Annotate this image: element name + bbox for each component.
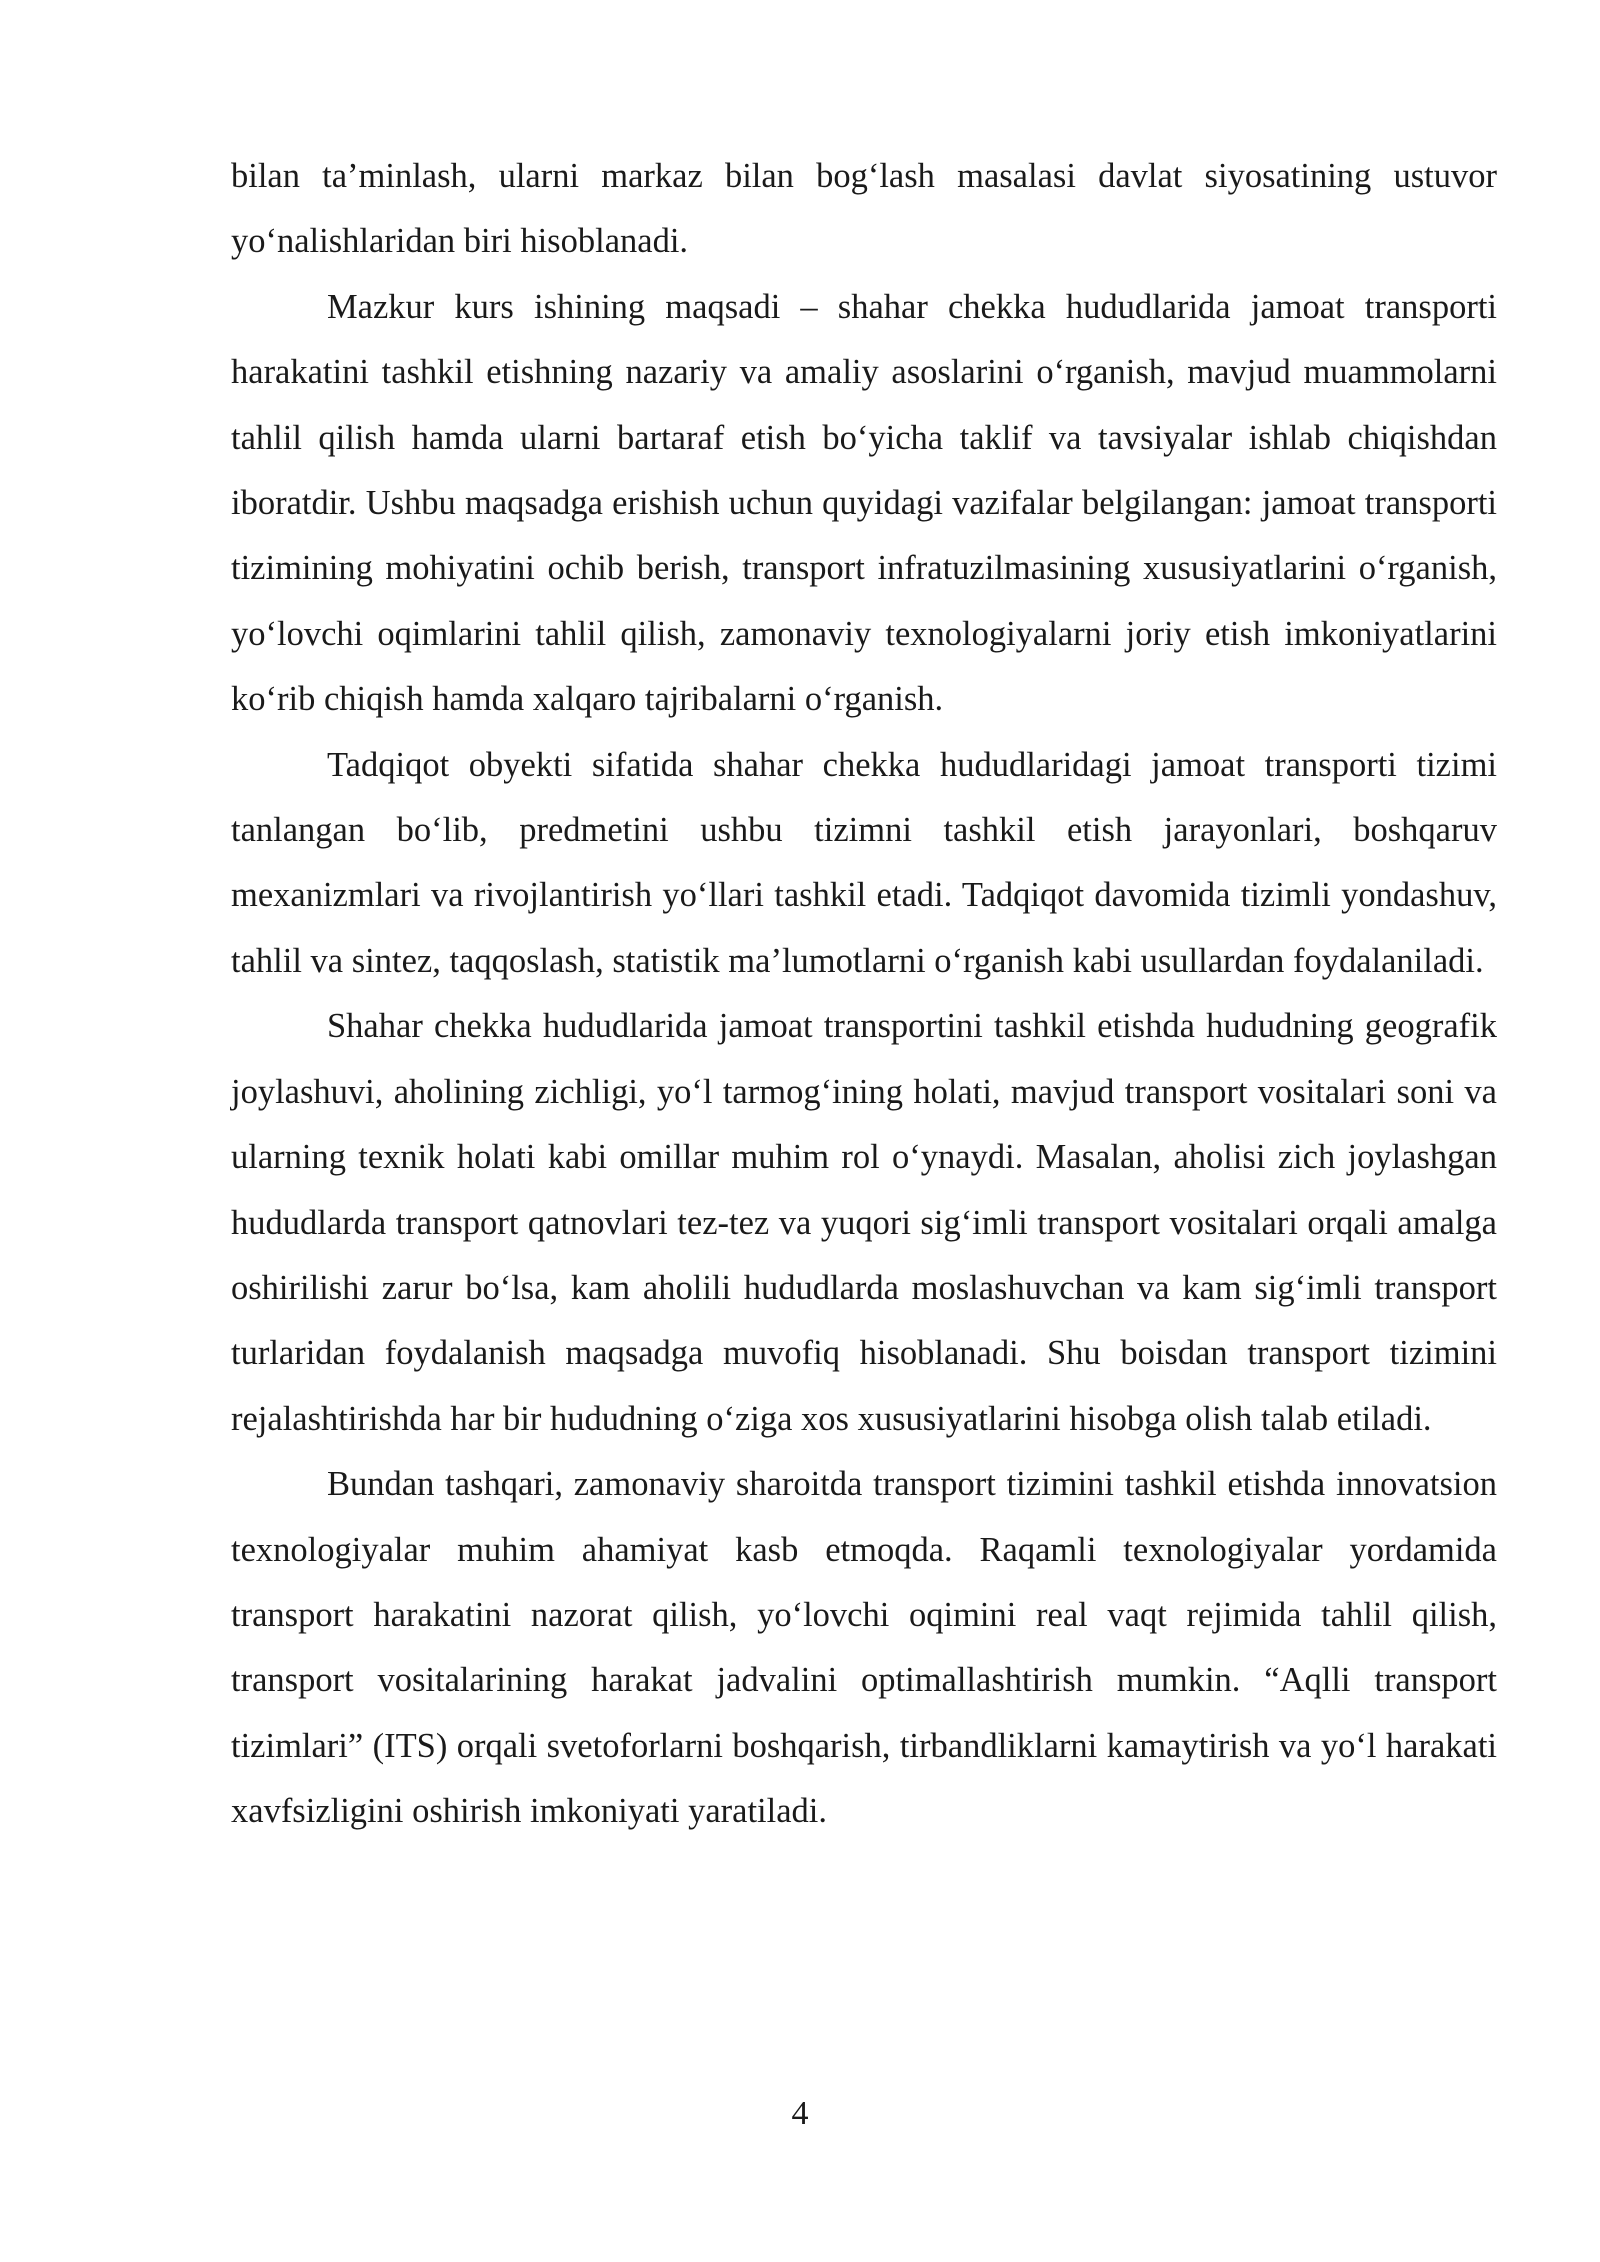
paragraph-course-goal: Mazkur kurs ishining maqsadi – shahar chekka hududlarida jamoat transporti harakatini tashkil etishning nazariy va amaliy asoslarini o‘rganish, mavjud muammolarni tahlil qilish hamda ularni bartaraf etish bo‘yicha taklif va tavsiyalar ishlab chiqishdan iboratdir. Ushbu maqsadga erishish uchun quyidagi vazifalar belgilangan: jamoat transporti tizimining mohiyatini ochib berish, transport infratuzilmasining xususiyatlarini o‘rganish, yo‘lovchi oqimlarini tahlil qilish, zamonaviy texnologiyalarni joriy etish imkoniyatlarini ko‘rib chiqish hamda xalqaro tajribalarni o‘rganish. <box>231 287 1497 719</box>
paragraph-research-object: Tadqiqot obyekti sifatida shahar chekka hududlaridagi jamoat transporti tizimi tanlangan bo‘lib, predmetini ushbu tizimni tashkil etish jarayonlari, boshqaruv mexanizmlari va rivojlantirish yo‘llari tashkil etadi. Tadqiqot davomida tizimli yondashuv, tahlil va sintez, taqqoslash, statistik ma’lumotlarni o‘rganish kabi usullardan foydalaniladi. <box>231 745 1497 980</box>
paragraph-suburban-factors: Shahar chekka hududlarida jamoat transportini tashkil etishda hududning geografik joylashuvi, aholining zichligi, yo‘l tarmog‘ining holati, mavjud transport vositalari soni va ularning texnik holati kabi omillar muhim rol o‘ynaydi. Masalan, aholisi zich joylashgan hududlarda transport qatnovlari tez-tez va yuqori sig‘imli transport vositalari orqali amalga oshirilishi zarur bo‘lsa, kam aholili hududlarda moslashuvchan va kam sig‘imli transport turlaridan foydalanish maqsadga muvofiq hisoblanadi. Shu boisdan transport tizimini rejalashtirishda har bir hududning o‘ziga xos xususiyatlarini hisobga olish talab etiladi. <box>231 1007 1497 1438</box>
body-text <box>231 144 1497 1845</box>
paragraph-innovation: Bundan tashqari, zamonaviy sharoitda transport tizimini tashkil etishda innovatsion texnologiyalar muhim ahamiyat kasb etmoqda. Raqamli texnologiyalar yordamida transport harakatini nazorat qilish, yo‘lovchi oqimini real vaqt rejimida tahlil qilish, transport vositalarining harakat jadvalini optimallashtirish mumkin. “Aqlli transport tizimlari” (ITS) orqali svetoforlarni boshqarish, tirbandliklarni kamaytirish va yo‘l harakati xavfsizligini oshirish imkoniyati yaratiladi. <box>231 1465 1497 1831</box>
page-number: 4 <box>791 2095 809 2132</box>
paragraph-continuation: bilan ta’minlash, ularni markaz bilan bog‘lash masalasi davlat siyosatining ustuvor yo‘nalishlaridan biri hisoblanadi. <box>231 157 1497 261</box>
